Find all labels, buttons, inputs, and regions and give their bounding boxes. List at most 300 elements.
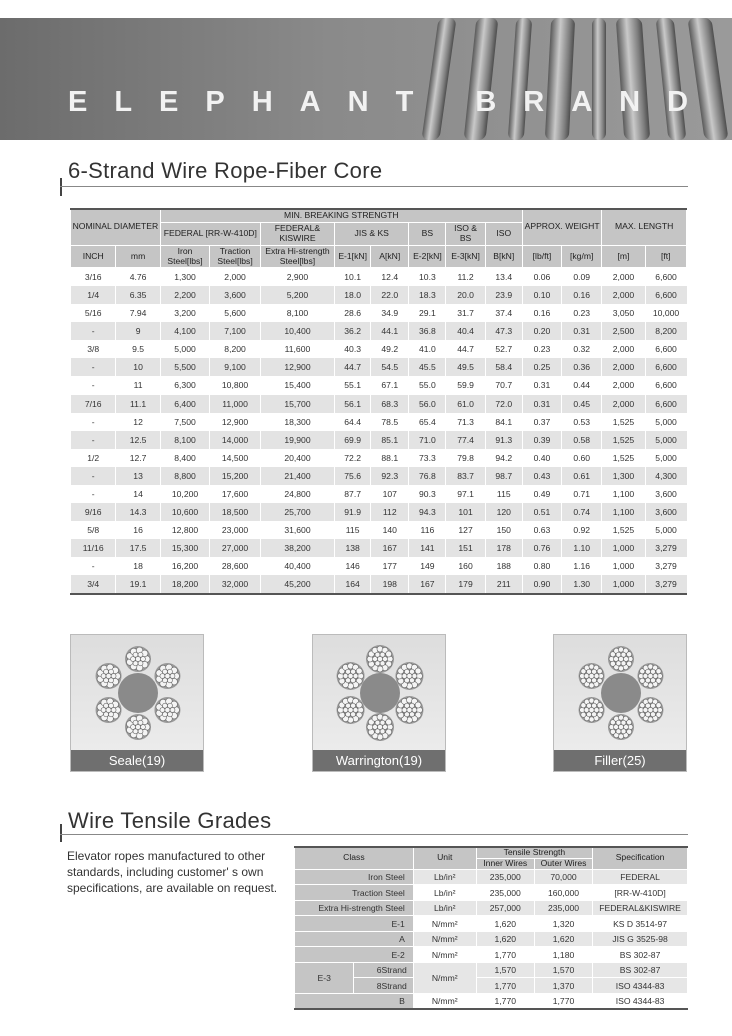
table-cell: 1,770: [476, 993, 534, 1009]
table-cell: 12,800: [160, 521, 210, 539]
table-cell: 16,200: [160, 557, 210, 575]
table-cell: 9,100: [210, 358, 261, 376]
table-cell: 15,700: [260, 395, 334, 413]
table-cell: 1,525: [602, 521, 645, 539]
table-cell: Lb/in²: [413, 885, 476, 901]
table-row: [295, 885, 688, 901]
unit-m: [m]: [602, 245, 645, 268]
table-row: [71, 340, 687, 358]
unit-a: A[kN]: [371, 245, 409, 268]
table-cell: 0.40: [522, 449, 561, 467]
table-cell: 0.39: [522, 431, 561, 449]
table-row: [71, 322, 687, 340]
table-cell: 41.0: [409, 340, 446, 358]
table-cell: 0.80: [522, 557, 561, 575]
table-cell: 10,200: [160, 485, 210, 503]
table-cell: -: [71, 557, 116, 575]
table-cell: 36.8: [409, 322, 446, 340]
unit-header: Unit: [413, 847, 476, 869]
unit-e1: E-1[kN]: [335, 245, 371, 268]
table-cell: 23,000: [210, 521, 261, 539]
table-cell: 3,279: [645, 575, 686, 593]
table-row: [71, 449, 687, 467]
table-cell: 10.3: [409, 268, 446, 286]
rope-spec-table: [70, 208, 687, 595]
table-cell: 0.61: [562, 467, 602, 485]
table-row: [71, 413, 687, 431]
table-cell: 3/4: [71, 575, 116, 593]
table-cell: 1.16: [562, 557, 602, 575]
table-cell: 107: [371, 485, 409, 503]
table-cell: 3/8: [71, 340, 116, 358]
table-cell: 0.74: [562, 503, 602, 521]
warrington-rope-photo: [312, 634, 446, 772]
table-cell: 1,525: [602, 413, 645, 431]
table-cell: -: [71, 376, 116, 394]
table-cell: 11.1: [116, 395, 160, 413]
table-cell: 6Strand: [354, 962, 413, 978]
table-cell: 18,200: [160, 575, 210, 593]
table-cell: 0.58: [562, 431, 602, 449]
table-cell: 7.94: [116, 304, 160, 322]
table-cell: 14,500: [210, 449, 261, 467]
table-cell: 4,100: [160, 322, 210, 340]
table-cell: 1,770: [476, 978, 534, 994]
table-cell: 20.0: [446, 286, 485, 304]
table-cell: 91.3: [485, 431, 522, 449]
iso-bs-header: ISO & BS: [446, 222, 485, 245]
table-cell: 1,300: [602, 467, 645, 485]
banner-rope-image: [545, 18, 575, 140]
table-cell: 167: [371, 539, 409, 557]
photo-caption: Seale(19): [71, 750, 203, 771]
table-cell: 178: [485, 539, 522, 557]
table-cell: 55.1: [335, 376, 371, 394]
table-cell: 235,000: [534, 900, 592, 916]
table-cell: 3,050: [602, 304, 645, 322]
photo-caption: Filler(25): [554, 750, 686, 771]
table-cell: 67.1: [371, 376, 409, 394]
unit-kgm: [kg/m]: [562, 245, 602, 268]
grades-description: Elevator ropes manufactured to other standards, including customer' s own specifications, are available on request.: [67, 849, 278, 895]
section-title: Wire Tensile Grades: [68, 808, 272, 833]
table-row: [295, 869, 688, 885]
table-cell: 16: [116, 521, 160, 539]
table-cell: 6,600: [645, 376, 686, 394]
table-cell: -: [71, 431, 116, 449]
table-cell: 78.5: [371, 413, 409, 431]
table-cell: 5,000: [645, 449, 686, 467]
table-cell: 10,000: [645, 304, 686, 322]
table-cell: 5,200: [260, 286, 334, 304]
table-cell: 98.7: [485, 467, 522, 485]
table-cell: 138: [335, 539, 371, 557]
table-cell: 0.09: [562, 268, 602, 286]
table-cell: Lb/in²: [413, 900, 476, 916]
table-cell: 52.7: [485, 340, 522, 358]
table-cell: KS D 3514-97: [593, 916, 688, 932]
table-cell: 38,200: [260, 539, 334, 557]
table-row: [295, 947, 688, 963]
specification-header: Specification: [593, 847, 688, 869]
table-cell: 2,000: [602, 395, 645, 413]
table-cell: 3/16: [71, 268, 116, 286]
table-cell: 177: [371, 557, 409, 575]
section-divider: [60, 186, 688, 187]
table-cell: 116: [409, 521, 446, 539]
table-cell: 8Strand: [354, 978, 413, 994]
table-cell: 70,000: [534, 869, 592, 885]
table-cell: 72.0: [485, 395, 522, 413]
banner-rope-image: [687, 18, 728, 140]
table-cell: -: [71, 413, 116, 431]
jis-ks-header: JIS & KS: [335, 222, 409, 245]
bs-header: BS: [409, 222, 446, 245]
table-cell: 64.4: [335, 413, 371, 431]
table-cell: 0.63: [522, 521, 561, 539]
table-cell: 6,600: [645, 358, 686, 376]
table-row: [71, 539, 687, 557]
table-cell: 0.90: [522, 575, 561, 593]
banner-rope-image: [508, 18, 533, 140]
table-cell: 5,000: [645, 521, 686, 539]
table-cell: 24,800: [260, 485, 334, 503]
filler-rope-photo: [553, 634, 687, 772]
table-row: [71, 268, 687, 286]
table-cell: -: [71, 322, 116, 340]
table-cell: 11: [116, 376, 160, 394]
table-row: [295, 931, 688, 947]
table-cell: 12: [116, 413, 160, 431]
table-cell: 8,100: [160, 431, 210, 449]
table-cell: 140: [371, 521, 409, 539]
table-cell: 127: [446, 521, 485, 539]
table-cell: 19,900: [260, 431, 334, 449]
table-cell: E-1: [295, 916, 414, 932]
extra-hi-strength-header: Extra Hi-strength Steel[lbs]: [260, 245, 334, 268]
banner-rope-image: [656, 18, 687, 140]
table-row: [71, 376, 687, 394]
table-cell: 1,000: [602, 557, 645, 575]
table-cell: 0.32: [562, 340, 602, 358]
table-cell: 1,525: [602, 449, 645, 467]
table-cell: 12.4: [371, 268, 409, 286]
table-cell: 8,800: [160, 467, 210, 485]
table-cell: 1,000: [602, 539, 645, 557]
unit-lbft: [lb/ft]: [522, 245, 561, 268]
table-cell: 11,600: [260, 340, 334, 358]
table-cell: 115: [485, 485, 522, 503]
table-cell: 32,000: [210, 575, 261, 593]
table-cell: 0.43: [522, 467, 561, 485]
table-cell: 7,500: [160, 413, 210, 431]
table-cell: 36.2: [335, 322, 371, 340]
table-cell: 149: [409, 557, 446, 575]
table-cell: ISO 4344-83: [593, 993, 688, 1009]
table-cell: 13.4: [485, 268, 522, 286]
table-cell: 9/16: [71, 503, 116, 521]
section-divider: [60, 834, 688, 835]
table-row: [295, 993, 688, 1009]
table-cell: 15,300: [160, 539, 210, 557]
table-cell: 0.36: [562, 358, 602, 376]
table-row: [71, 358, 687, 376]
table-cell: 2,000: [602, 376, 645, 394]
rope-cross-section-image: [71, 635, 205, 752]
table-cell: 0.37: [522, 413, 561, 431]
table-row: [295, 916, 688, 932]
table-cell: 11/16: [71, 539, 116, 557]
table-cell: JIS G 3525-98: [593, 931, 688, 947]
table-row: [71, 431, 687, 449]
section-title: 6-Strand Wire Rope-Fiber Core: [68, 158, 383, 183]
table-cell: 8,100: [260, 304, 334, 322]
table-cell: 0.10: [522, 286, 561, 304]
table-cell: 0.44: [562, 376, 602, 394]
table-cell: 5,500: [160, 358, 210, 376]
table-cell: 3,600: [645, 485, 686, 503]
table-cell: 31,600: [260, 521, 334, 539]
table-cell: 2,000: [210, 268, 261, 286]
table-cell: 27,000: [210, 539, 261, 557]
table-cell: 1,570: [476, 962, 534, 978]
brand-title: ELEPHANT BRAND: [68, 86, 716, 118]
unit-e3: E-3[kN]: [446, 245, 485, 268]
table-cell: 1,320: [534, 916, 592, 932]
table-cell: 15,200: [210, 467, 261, 485]
table-cell: 1,100: [602, 503, 645, 521]
table-cell: 87.7: [335, 485, 371, 503]
table-cell: 10,400: [260, 322, 334, 340]
table-cell: 75.6: [335, 467, 371, 485]
table-cell: 19.1: [116, 575, 160, 593]
table-cell: 257,000: [476, 900, 534, 916]
table-cell: 1,300: [160, 268, 210, 286]
table-cell: 0.20: [522, 322, 561, 340]
table-cell: 10,800: [210, 376, 261, 394]
table-cell: ISO 4344-83: [593, 978, 688, 994]
table-cell: 59.9: [446, 376, 485, 394]
table-cell: B: [295, 993, 414, 1009]
table-cell: 0.31: [522, 395, 561, 413]
table-cell: 5/16: [71, 304, 116, 322]
table-cell: 0.23: [522, 340, 561, 358]
table-cell: 61.0: [446, 395, 485, 413]
table-cell: N/mm²: [413, 993, 476, 1009]
table-cell: 40,400: [260, 557, 334, 575]
table-cell: 188: [485, 557, 522, 575]
table-cell: 12,900: [210, 413, 261, 431]
table-cell: 2,000: [602, 358, 645, 376]
iron-steel-header: Iron Steel[lbs]: [160, 245, 210, 268]
table-cell: 97.1: [446, 485, 485, 503]
table-cell: 2,500: [602, 322, 645, 340]
class-header: Class: [295, 847, 414, 869]
table-cell: 5,600: [210, 304, 261, 322]
table-cell: 0.49: [522, 485, 561, 503]
table-cell: 18,300: [260, 413, 334, 431]
table-cell: 11,000: [210, 395, 261, 413]
table-cell: 5/8: [71, 521, 116, 539]
table-cell: 160: [446, 557, 485, 575]
table-cell: 12.5: [116, 431, 160, 449]
table-cell: 25,700: [260, 503, 334, 521]
table-cell: 120: [485, 503, 522, 521]
outer-wires-header: Outer Wires: [534, 858, 592, 869]
table-cell: 12,900: [260, 358, 334, 376]
table-cell: 1,620: [476, 916, 534, 932]
table-cell: 6,600: [645, 340, 686, 358]
max-length-header: MAX. LENGTH: [602, 209, 687, 245]
unit-mm: mm: [116, 245, 160, 268]
table-cell: [RR-W-410D]: [593, 885, 688, 901]
table-cell: 9.5: [116, 340, 160, 358]
iso-header: ISO: [485, 222, 522, 245]
table-cell: 58.4: [485, 358, 522, 376]
table-cell: 56.1: [335, 395, 371, 413]
table-cell: 18: [116, 557, 160, 575]
table-cell: 6,300: [160, 376, 210, 394]
table-cell: 0.53: [562, 413, 602, 431]
table-cell: -: [71, 358, 116, 376]
table-cell: 49.5: [446, 358, 485, 376]
table-cell: 11.2: [446, 268, 485, 286]
table-cell: 13: [116, 467, 160, 485]
table-cell: 22.0: [371, 286, 409, 304]
table-cell: 18.0: [335, 286, 371, 304]
table-cell: 1/4: [71, 286, 116, 304]
table-cell: 6.35: [116, 286, 160, 304]
table-cell: 1,770: [534, 993, 592, 1009]
table-cell: 2,000: [602, 286, 645, 304]
table-cell: 211: [485, 575, 522, 593]
table-cell: 40.3: [335, 340, 371, 358]
table-row: [71, 467, 687, 485]
table-cell: 9: [116, 322, 160, 340]
table-cell: 164: [335, 575, 371, 593]
table-cell: 15,400: [260, 376, 334, 394]
table-cell: 34.9: [371, 304, 409, 322]
table-cell: E-2: [295, 947, 414, 963]
table-row: [71, 485, 687, 503]
table-cell: 0.16: [562, 286, 602, 304]
table-cell: 0.71: [562, 485, 602, 503]
table-cell: 20,400: [260, 449, 334, 467]
table-cell: 44.7: [446, 340, 485, 358]
table-cell: 73.3: [409, 449, 446, 467]
table-cell: 56.0: [409, 395, 446, 413]
table-cell: 1/2: [71, 449, 116, 467]
table-cell: 88.1: [371, 449, 409, 467]
table-cell: 18.3: [409, 286, 446, 304]
table-cell: Iron Steel: [295, 869, 414, 885]
table-cell: 3,600: [645, 503, 686, 521]
table-cell: N/mm²: [413, 962, 476, 993]
table-row: [71, 557, 687, 575]
min-breaking-strength-header: MIN. BREAKING STRENGTH: [160, 209, 522, 222]
table-cell: 1,770: [476, 947, 534, 963]
table-cell: 29.1: [409, 304, 446, 322]
approx-weight-header: APPROX. WEIGHT: [522, 209, 601, 245]
table-cell: 6,600: [645, 268, 686, 286]
table-cell: -: [71, 485, 116, 503]
table-cell: 45.5: [409, 358, 446, 376]
banner-rope-image: [464, 18, 499, 140]
table-cell: 72.2: [335, 449, 371, 467]
table-row: [71, 575, 687, 593]
unit-e2: E-2[kN]: [409, 245, 446, 268]
table-cell: 49.2: [371, 340, 409, 358]
table-cell: 8,400: [160, 449, 210, 467]
table-cell: 0.31: [562, 322, 602, 340]
table-cell: 0.45: [562, 395, 602, 413]
table-cell: 1,370: [534, 978, 592, 994]
table-cell: 115: [335, 521, 371, 539]
table-cell: 0.92: [562, 521, 602, 539]
table-row: [71, 395, 687, 413]
table-cell: 0.51: [522, 503, 561, 521]
table-row: [71, 286, 687, 304]
table-cell: 71.3: [446, 413, 485, 431]
table-cell: 44.7: [335, 358, 371, 376]
table-cell: Lb/in²: [413, 869, 476, 885]
table-cell: Traction Steel: [295, 885, 414, 901]
table-cell: 44.1: [371, 322, 409, 340]
seale-rope-photo: [70, 634, 204, 772]
table-cell: 2,000: [602, 268, 645, 286]
table-cell: 101: [446, 503, 485, 521]
table-cell: N/mm²: [413, 931, 476, 947]
table-cell: 146: [335, 557, 371, 575]
table-cell: 2,200: [160, 286, 210, 304]
table-cell: 3,279: [645, 539, 686, 557]
table-cell: 14,000: [210, 431, 261, 449]
table-cell: 12.7: [116, 449, 160, 467]
table-cell: 1,525: [602, 431, 645, 449]
table-cell: 1,620: [476, 931, 534, 947]
table-cell: 23.9: [485, 286, 522, 304]
table-cell: 45,200: [260, 575, 334, 593]
table-row: [295, 978, 688, 994]
table-cell: 4.76: [116, 268, 160, 286]
table-cell: 54.5: [371, 358, 409, 376]
nominal-diameter-header: NOMINAL DIAMETER: [71, 209, 161, 245]
photo-caption: Warrington(19): [313, 750, 445, 771]
table-cell: BS 302-87: [593, 962, 688, 978]
table-cell: 0.25: [522, 358, 561, 376]
table-cell: 94.2: [485, 449, 522, 467]
federal-header: FEDERAL [RR-W-410D]: [160, 222, 260, 245]
table-cell: 1,570: [534, 962, 592, 978]
table-cell: 7,100: [210, 322, 261, 340]
table-cell: 3,200: [160, 304, 210, 322]
table-cell: 2,000: [602, 340, 645, 358]
table-cell: 5,000: [645, 413, 686, 431]
table-cell: 0.60: [562, 449, 602, 467]
table-cell: Extra Hi-strength Steel: [295, 900, 414, 916]
tensile-strength-header: Tensile Strength: [476, 847, 593, 858]
table-cell: 91.9: [335, 503, 371, 521]
table-cell: N/mm²: [413, 947, 476, 963]
table-cell: 8,200: [210, 340, 261, 358]
section-marker: [60, 824, 62, 842]
table-cell: 160,000: [534, 885, 592, 901]
table-cell: 3,600: [210, 286, 261, 304]
table-cell: N/mm²: [413, 916, 476, 932]
table-cell: 1,180: [534, 947, 592, 963]
table-cell: 167: [409, 575, 446, 593]
table-cell: 150: [485, 521, 522, 539]
